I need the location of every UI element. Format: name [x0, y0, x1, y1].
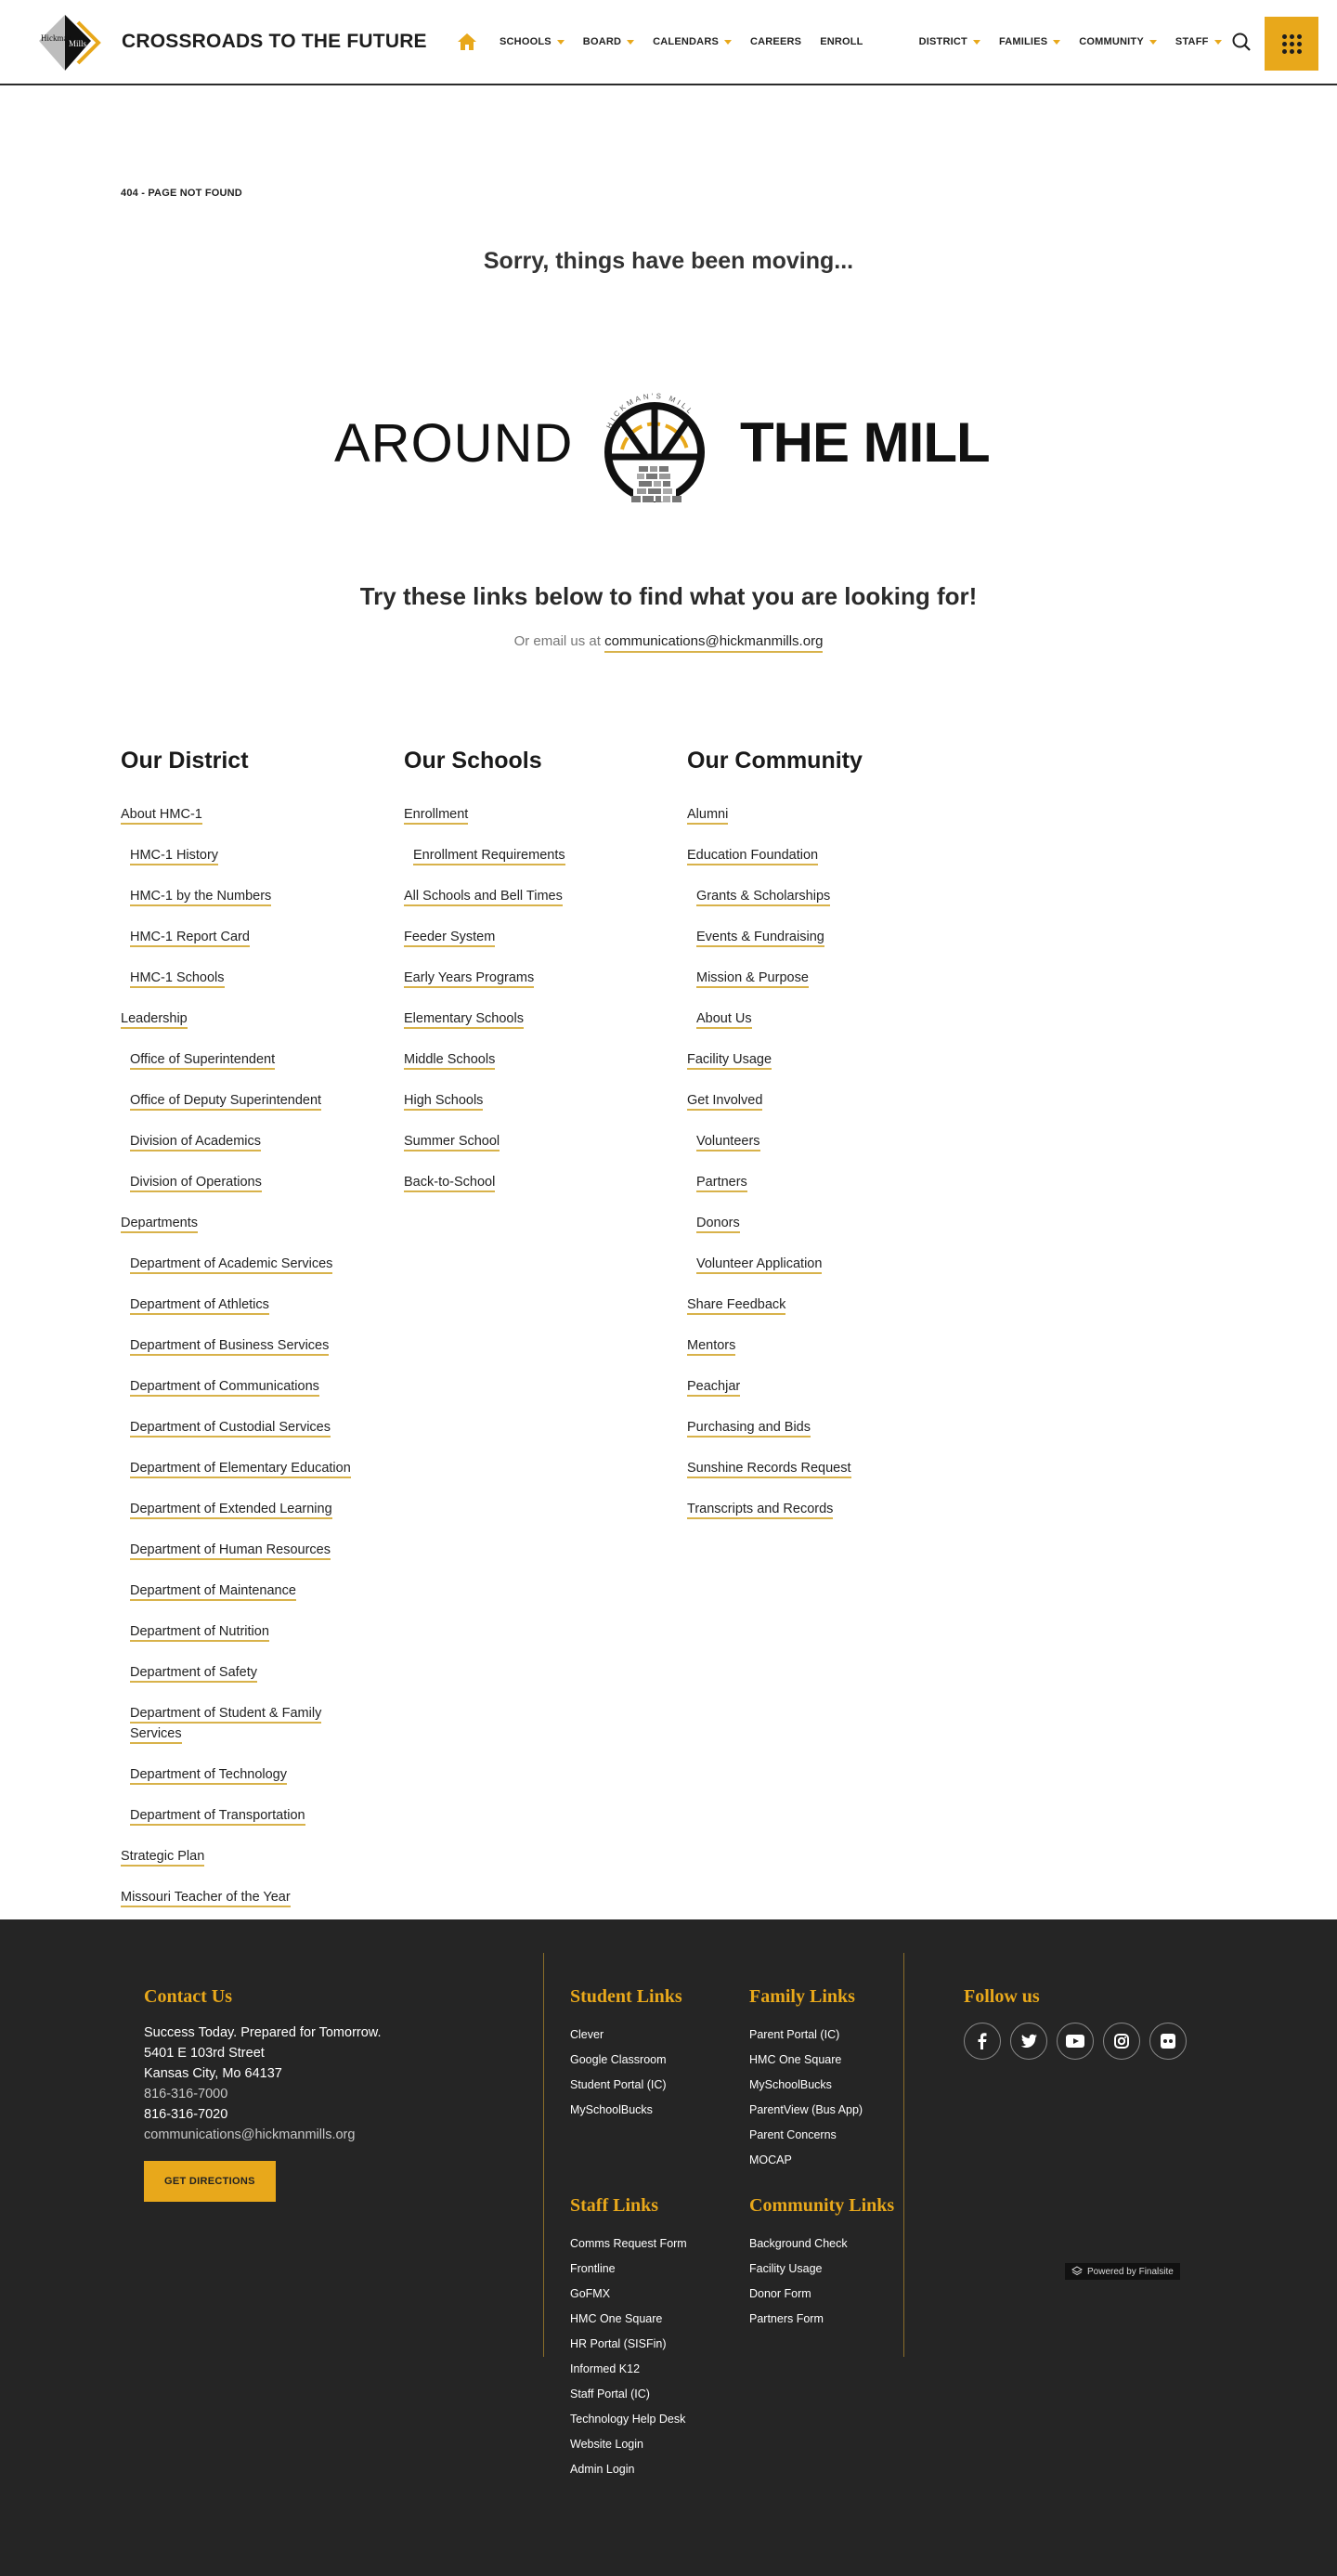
list-item: [121, 1887, 381, 1907]
list-item: [121, 1090, 381, 1111]
fax-number: 816-316-7020: [144, 2107, 228, 2122]
site-header: [0, 0, 1337, 85]
divider: [903, 1953, 904, 2357]
footer-link[interactable]: Facility Usage: [749, 2262, 823, 2275]
nav-community[interactable]: COMMUNITY: [1079, 36, 1157, 47]
sorry-heading: Sorry, things have been moving...: [483, 248, 854, 274]
nav-link[interactable]: HMC-1 Schools: [130, 970, 225, 988]
contact-email-link[interactable]: communications@hickmanmills.org: [144, 2127, 356, 2142]
nav-link[interactable]: Alumni: [687, 807, 728, 825]
footer-link[interactable]: Clever: [570, 2028, 604, 2041]
list-item: [687, 1172, 947, 1192]
student-links: [570, 1986, 682, 2123]
nav-link[interactable]: Leadership: [121, 1011, 188, 1029]
svg-text:Mills: Mills: [69, 39, 87, 48]
footer-link[interactable]: Comms Request Form: [570, 2237, 687, 2250]
nav-link[interactable]: Sunshine Records Request: [687, 1461, 851, 1478]
list-item: [121, 1295, 381, 1315]
site-footer: [0, 1919, 1337, 2576]
list-item: [687, 1499, 947, 1519]
twitter-icon: [1020, 2034, 1037, 2049]
list-item: [121, 1008, 381, 1029]
nav-link[interactable]: Facility Usage: [687, 1052, 772, 1070]
nav-link[interactable]: Enrollment Requirements: [413, 848, 565, 865]
footer-link[interactable]: Google Classroom: [570, 2053, 667, 2066]
nav-link[interactable]: Peachjar: [687, 1379, 740, 1397]
main-nav: [457, 32, 1240, 52]
staff-links: [570, 2195, 687, 2482]
nav-link[interactable]: Partners: [696, 1175, 747, 1192]
banner-the-mill: THE MILL: [740, 411, 990, 474]
instagram-icon: [1114, 2034, 1129, 2049]
nav-careers[interactable]: CAREERS: [750, 36, 802, 47]
contact-heading: Contact Us: [144, 1986, 232, 2007]
column-our-schools: [404, 748, 664, 1213]
nav-link[interactable]: HMC-1 History: [130, 848, 218, 865]
list-item: [687, 804, 947, 825]
nav-link[interactable]: Purchasing and Bids: [687, 1420, 811, 1438]
flickr-icon: [1161, 2034, 1175, 2049]
list-item: [404, 927, 664, 947]
list-item: [121, 1703, 353, 1744]
breadcrumb: 404 - PAGE NOT FOUND: [121, 188, 242, 199]
divider: [543, 1953, 544, 2357]
list-item: [121, 1764, 381, 1785]
list-item: [404, 1049, 664, 1070]
caret-down-icon: [724, 40, 732, 45]
family-links-heading: Family Links: [749, 1986, 855, 2007]
footer-link[interactable]: HMC One Square: [749, 2053, 842, 2066]
address-line-2: Kansas City, Mo 64137: [144, 2066, 282, 2081]
footer-link[interactable]: Technology Help Desk: [570, 2413, 686, 2426]
nav-link[interactable]: Department of Safety: [130, 1665, 257, 1683]
family-links: [749, 1986, 863, 2173]
twitter-link[interactable]: [1010, 2023, 1047, 2060]
nav-link[interactable]: Get Involved: [687, 1093, 762, 1111]
list-item: [687, 1008, 947, 1029]
nav-link[interactable]: Division of Operations: [130, 1175, 262, 1192]
nav-link[interactable]: Events & Fundraising: [696, 930, 824, 947]
nav-link[interactable]: Education Foundation: [687, 848, 818, 865]
nav-link[interactable]: Departments: [121, 1216, 198, 1233]
footer-link[interactable]: Parent Concerns: [749, 2128, 837, 2141]
nav-link[interactable]: Strategic Plan: [121, 1849, 204, 1867]
nav-link[interactable]: Department of Academic Services: [130, 1256, 332, 1274]
list-item: [121, 1621, 381, 1642]
banner-around: AROUND: [334, 413, 574, 474]
nav-link[interactable]: Missouri Teacher of the Year: [121, 1890, 291, 1907]
list-item: [687, 845, 947, 865]
svg-text:Hickman: Hickman: [41, 33, 71, 43]
caret-down-icon: [1214, 40, 1222, 45]
footer-link[interactable]: Donor Form: [749, 2287, 811, 2300]
staff-links-heading: Staff Links: [570, 2195, 659, 2216]
list-item: [121, 804, 381, 825]
nav-link[interactable]: Department of Technology: [130, 1767, 287, 1785]
nav-link[interactable]: Department of Elementary Education: [130, 1461, 351, 1478]
list-item: [404, 968, 664, 988]
facebook-link[interactable]: [964, 2023, 1001, 2060]
nav-link[interactable]: All Schools and Bell Times: [404, 889, 563, 906]
nav-link[interactable]: Volunteer Application: [696, 1256, 822, 1274]
facebook-icon: [975, 2033, 990, 2049]
nav-board[interactable]: BOARD: [583, 36, 634, 47]
nav-link[interactable]: Feeder System: [404, 930, 495, 947]
nav-link[interactable]: About Us: [696, 1011, 752, 1029]
nav-link[interactable]: Department of Business Services: [130, 1338, 329, 1356]
column-heading: Our Community: [687, 748, 863, 774]
list-item: [404, 845, 664, 865]
nav-schools[interactable]: SCHOOLS: [500, 36, 565, 47]
youtube-link[interactable]: [1057, 2023, 1094, 2060]
list-item: [121, 1805, 381, 1826]
nav-link[interactable]: Mentors: [687, 1338, 735, 1356]
list-item: [687, 1417, 947, 1438]
column-heading: Our District: [121, 748, 249, 774]
footer-link[interactable]: Website Login: [570, 2438, 643, 2451]
list-item: [121, 1417, 381, 1438]
svg-text:HICKMAN'S MILL: HICKMAN'S MILL: [604, 391, 696, 430]
footer-link[interactable]: Frontline: [570, 2262, 616, 2275]
list-item: [687, 886, 947, 906]
nav-link[interactable]: Department of Human Resources: [130, 1542, 331, 1560]
list-item: [687, 1295, 947, 1315]
caret-down-icon: [973, 40, 980, 45]
list-item: [687, 1458, 947, 1478]
contact-block: [144, 1986, 382, 2202]
list-item: [121, 1499, 381, 1519]
footer-link[interactable]: Parent Portal (IC): [749, 2028, 840, 2041]
column-our-district: [121, 748, 381, 1969]
powered-by-finalsite[interactable]: Powered by Finalsite: [1065, 2263, 1180, 2280]
nav-link[interactable]: Early Years Programs: [404, 970, 534, 988]
nav-link[interactable]: Department of Maintenance: [130, 1583, 296, 1601]
caret-down-icon: [557, 40, 565, 45]
youtube-icon: [1066, 2035, 1084, 2048]
footer-link[interactable]: Informed K12: [570, 2362, 641, 2375]
nav-link[interactable]: About HMC-1: [121, 807, 202, 825]
list-item: [404, 1131, 664, 1151]
list-item: [687, 1213, 947, 1233]
community-links-heading: Community Links: [749, 2195, 895, 2216]
list-item: [687, 1335, 947, 1356]
list-item: [121, 1662, 381, 1683]
nav-link[interactable]: Department of Communications: [130, 1379, 319, 1397]
footer-link[interactable]: Staff Portal (IC): [570, 2387, 650, 2400]
nav-link[interactable]: Donors: [696, 1216, 740, 1233]
caret-down-icon: [1053, 40, 1060, 45]
footer-link[interactable]: MySchoolBucks: [749, 2078, 832, 2091]
list-item: [404, 804, 664, 825]
list-item: [121, 1846, 381, 1867]
grid-menu-button[interactable]: [1265, 17, 1318, 71]
try-links-heading: Try these links below to find what you are looking for!: [359, 582, 978, 610]
column-our-community: [687, 748, 947, 1540]
list-item: [404, 886, 664, 906]
site-title[interactable]: CROSSROADS TO THE FUTURE: [122, 31, 427, 52]
follow-heading: Follow us: [964, 1986, 1040, 2007]
footer-link[interactable]: Student Portal (IC): [570, 2078, 667, 2091]
nav-link[interactable]: Elementary Schools: [404, 1011, 524, 1029]
instagram-link[interactable]: [1103, 2023, 1140, 2060]
nav-link[interactable]: HMC-1 Report Card: [130, 930, 250, 947]
list-item: [121, 1049, 381, 1070]
list-item: [121, 1376, 381, 1397]
list-item: [121, 1335, 381, 1356]
list-item: [404, 1008, 664, 1029]
get-directions-button[interactable]: GET DIRECTIONS: [144, 2161, 276, 2202]
nav-link[interactable]: Division of Academics: [130, 1134, 261, 1151]
follow-us: [964, 1986, 1187, 2060]
nav-link[interactable]: Grants & Scholarships: [696, 889, 830, 906]
mill-wheel-emblem: [594, 383, 715, 508]
grid-menu-icon: [1282, 34, 1302, 54]
caret-down-icon: [1149, 40, 1157, 45]
list-item: [687, 1254, 947, 1274]
footer-link[interactable]: HR Portal (SISFin): [570, 2337, 667, 2350]
list-item: [121, 1213, 381, 1233]
list-item: [121, 886, 381, 906]
nav-enroll[interactable]: ENROLL: [820, 36, 863, 47]
footer-link[interactable]: MySchoolBucks: [570, 2103, 653, 2116]
list-item: [687, 1376, 947, 1397]
list-item: [121, 927, 381, 947]
list-item: [687, 927, 947, 947]
list-item: [121, 1581, 381, 1601]
nav-district[interactable]: DISTRICT: [919, 36, 980, 47]
list-item: [121, 968, 381, 988]
hickman-mills-logo[interactable]: [37, 13, 106, 72]
address-line-1: 5401 E 103rd Street: [144, 2046, 265, 2061]
nav-link[interactable]: Summer School: [404, 1134, 500, 1151]
list-item: [121, 1131, 381, 1151]
tagline: Success Today. Prepared for Tomorrow.: [144, 2025, 382, 2040]
finalsite-logo-icon: [1071, 2266, 1083, 2277]
nav-link[interactable]: Middle Schools: [404, 1052, 495, 1070]
flickr-link[interactable]: [1149, 2023, 1187, 2060]
caret-down-icon: [627, 40, 634, 45]
nav-link[interactable]: Department of Custodial Services: [130, 1420, 331, 1438]
list-item: [121, 1458, 353, 1478]
nav-link[interactable]: Department of Student & Family Services: [130, 1706, 321, 1744]
nav-families[interactable]: FAMILIES: [999, 36, 1060, 47]
nav-link[interactable]: Office of Superintendent: [130, 1052, 275, 1070]
home-icon[interactable]: [457, 33, 477, 51]
nav-link[interactable]: Transcripts and Records: [687, 1502, 833, 1519]
list-item: [687, 968, 947, 988]
nav-link[interactable]: Office of Deputy Superintendent: [130, 1093, 321, 1111]
nav-link[interactable]: Department of Athletics: [130, 1297, 269, 1315]
main-content: [0, 85, 1337, 1919]
nav-link[interactable]: Mission & Purpose: [696, 970, 809, 988]
email-link[interactable]: communications@hickmanmills.org: [604, 633, 823, 653]
list-item: [687, 1090, 947, 1111]
footer-link[interactable]: MOCAP: [749, 2153, 792, 2166]
footer-link[interactable]: Background Check: [749, 2237, 848, 2250]
list-item: [121, 845, 381, 865]
nav-calendars[interactable]: CALENDARS: [653, 36, 732, 47]
footer-link[interactable]: Partners Form: [749, 2312, 824, 2325]
search-icon[interactable]: [1231, 32, 1252, 52]
footer-link[interactable]: GoFMX: [570, 2287, 611, 2300]
nav-link[interactable]: Enrollment: [404, 807, 468, 825]
nav-link[interactable]: Department of Extended Learning: [130, 1502, 332, 1519]
nav-link[interactable]: High Schools: [404, 1093, 483, 1111]
list-item: [404, 1172, 664, 1192]
list-item: [687, 1131, 947, 1151]
list-item: [404, 1090, 664, 1111]
list-item: [121, 1254, 381, 1274]
email-prompt: Or email us at communications@hickmanmills.org: [0, 633, 1337, 649]
footer-link[interactable]: Admin Login: [570, 2463, 635, 2476]
phone-link[interactable]: 816-316-7000: [144, 2087, 228, 2101]
list-item: [687, 1049, 947, 1070]
list-item: [121, 1540, 381, 1560]
student-links-heading: Student Links: [570, 1986, 682, 2007]
list-item: [121, 1172, 381, 1192]
footer-link[interactable]: ParentView (Bus App): [749, 2103, 863, 2116]
community-links: [749, 2195, 894, 2332]
nav-link[interactable]: Volunteers: [696, 1134, 760, 1151]
footer-link[interactable]: HMC One Square: [570, 2312, 663, 2325]
nav-staff[interactable]: STAFF: [1175, 36, 1222, 47]
nav-link[interactable]: Share Feedback: [687, 1297, 785, 1315]
column-heading: Our Schools: [404, 748, 542, 774]
nav-link[interactable]: Department of Transportation: [130, 1808, 305, 1826]
social-links: [964, 2023, 1187, 2060]
nav-link[interactable]: Back-to-School: [404, 1175, 495, 1192]
nav-link[interactable]: Department of Nutrition: [130, 1624, 269, 1642]
nav-link[interactable]: HMC-1 by the Numbers: [130, 889, 271, 906]
